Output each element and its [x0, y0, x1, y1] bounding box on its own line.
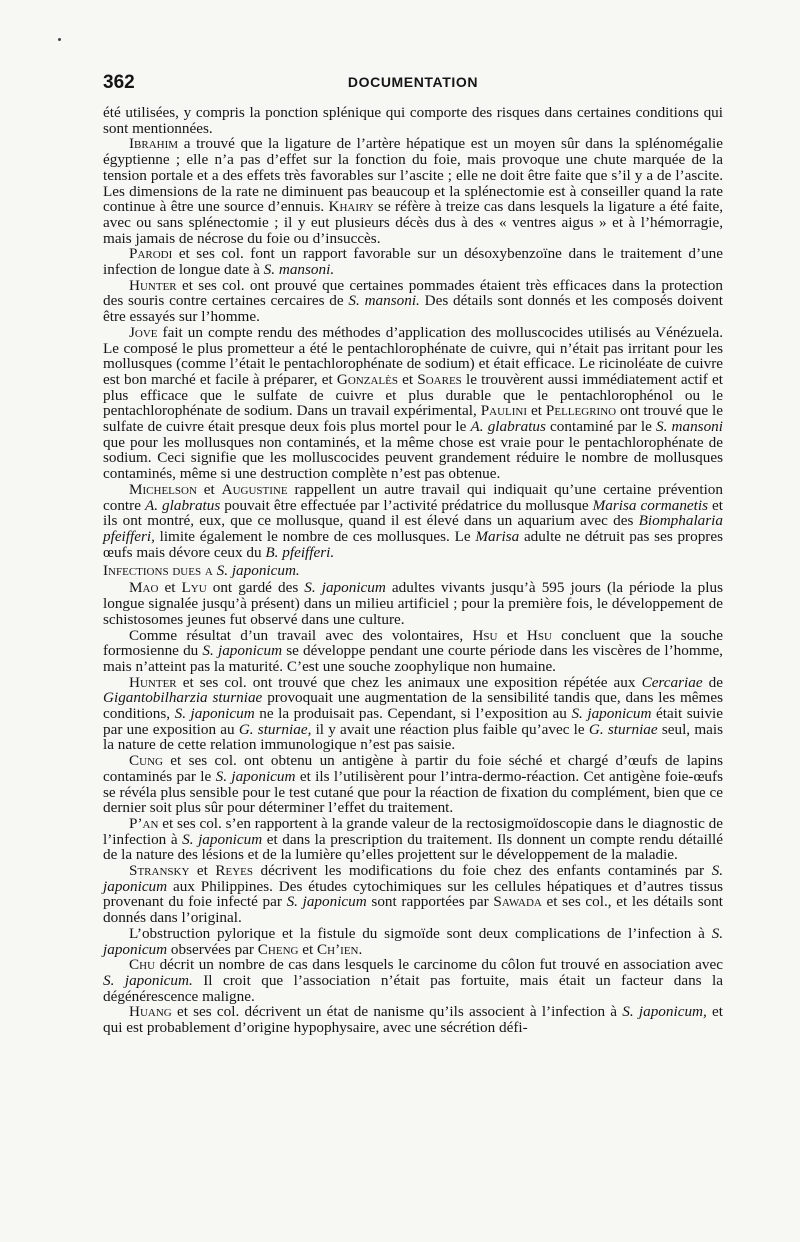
- author-name: Hunter: [129, 276, 177, 294]
- text-run: et ils l’utilisèrent pour l’intra-dermo-réaction. Cet antigène foie-œufs se révéla plus sensible pour le test cutané que pour la réaction de fixation du complément, bien que ce dernier soit plus sûr pour déterminer l’effet du traitement.: [103, 767, 723, 817]
- document-body: [103, 105, 723, 1036]
- paragraph-continuation: [103, 105, 723, 136]
- text-run: et: [189, 862, 216, 880]
- text-run: décrit un nombre de cas dans lesquels le carcinome du côlon fut trouvé en association avec: [155, 956, 723, 974]
- author-name: Gonzalès: [336, 370, 398, 388]
- text-run: fait un compte rendu des méthodes d’application des molluscocides utilisés au Vénézuela. Le composé le plus prometteur a été le pentachlorophénate de cuivre, qui n’était pas irritant pour les mollusques (comme l’était le pentachlorophénate de sodium) et était efficace. Le ricinoléate de cuivre est bon marché et facile à préparer, et: [103, 323, 723, 388]
- paragraph-obstruction: [103, 926, 723, 957]
- paragraph-mao: [103, 580, 723, 627]
- author-name: Stransky: [129, 862, 190, 880]
- text-run: et ses col. font un rapport favorable sur un désoxybenzoïne dans le traitement d’une infection de longue date à: [103, 245, 723, 279]
- species-name: S. japonicum: [215, 767, 296, 785]
- author-name: Michelson: [129, 480, 197, 498]
- text-run: été utilisées, y compris la ponction splénique qui comporte des risques dans certaines conditions qui sont mentionnées.: [103, 104, 723, 137]
- author-name: Pellegrino: [545, 402, 617, 420]
- text-run: ne la produisait pas. Cependant, si l’exposition au: [254, 705, 572, 723]
- species-name: Cercariae: [641, 673, 703, 691]
- text-run: limite également le nombre de ces mollusques. Le: [154, 527, 476, 545]
- paragraph-huang: [103, 1004, 723, 1035]
- author-name: Cheng: [257, 940, 299, 958]
- author-name: Jove: [129, 323, 158, 341]
- paragraph-ibrahim: [103, 136, 723, 246]
- species-name: S. japonicum: [304, 579, 386, 597]
- text-run: et ses col. ont trouvé que chez les animaux une exposition répétée aux: [176, 673, 642, 691]
- author-name: Ch’ien: [317, 940, 359, 958]
- text-run: et qui est probablement d’origine hypophysaire, avec une sécrétion défi-: [103, 1003, 723, 1037]
- author-name: P’an: [129, 814, 159, 832]
- species-name: S. mansoni.: [263, 261, 335, 279]
- species-name: S. japonicum: [103, 924, 723, 958]
- text-run: et: [298, 940, 318, 958]
- text-run: adultes vivants jusqu’à 595 jours (la période la plus longue signalée jusqu’à présent) dans un milieu artificiel ; pour la première fois, le développement de schistosomes jeunes fut observé dans une culture.: [103, 579, 724, 628]
- text-run: et dans la prescription du traitement. Ils donnent un compte rendu détaillé de la nature des lésions et de la lumière qu’elles projettent sur le développement de la maladie.: [103, 830, 724, 864]
- species-name: S. japonicum: [202, 642, 283, 660]
- text-run: et: [527, 402, 546, 420]
- text-run: il y avait une réaction plus faible qu’avec le: [311, 720, 589, 738]
- author-name: Ibrahim: [129, 135, 179, 153]
- species-name: Marisa cormanetis: [592, 496, 709, 514]
- author-name: Hsu: [472, 626, 498, 644]
- text-run: était suivie par une exposition au: [103, 705, 724, 738]
- text-run: pouvait être effectuée par l’activité prédatrice du mollusque: [220, 496, 593, 514]
- text-run: et ses col. s’en rapportent à la grande valeur de la rectosigmoïdoscopie dans le diagnostic de l’infection à: [103, 814, 723, 848]
- species-name: S. japonicum.: [216, 562, 300, 580]
- paragraph-pan: [103, 816, 723, 863]
- species-name: S. japonicum: [103, 862, 723, 895]
- species-name: G. sturniae: [588, 720, 658, 738]
- text-run: provoquait une augmentation de la sensibilité tandis que, dans les mêmes conditions,: [103, 689, 724, 723]
- species-name: Gigantobilharzia sturniae: [103, 689, 263, 707]
- author-name: Paulini: [480, 402, 528, 420]
- species-name: G. sturniae,: [238, 720, 312, 738]
- species-name: B. pfeifferi.: [265, 543, 335, 561]
- author-name: Hsu: [526, 626, 552, 644]
- text-run: se développe pendant une courte période dans les viscères de l’homme, mais n’atteint pas la maturité. C’est une souche zoophylique non humaine.: [103, 642, 723, 675]
- species-name: Biomphalaria pfeifferi,: [103, 512, 723, 545]
- paragraph-michelson: [103, 482, 723, 561]
- species-name: S. japonicum,: [622, 1003, 707, 1021]
- author-name: Reyes: [215, 862, 253, 880]
- text-run: le trouvèrent aussi immédiatement actif et plus efficace que le sulfate de cuivre et plus durable que le pentachlorophénol ou le pentachlorophénate de sodium. Dans un travail expérimental,: [103, 370, 723, 420]
- text-run: seul, mais la nature de cette relation immunologique n’est pas saisie.: [103, 720, 724, 754]
- species-name: S. mansoni.: [348, 292, 420, 310]
- species-name: A. glabratus: [470, 418, 546, 436]
- text-run: sont rapportées par: [366, 893, 494, 911]
- author-name: Infections dues a: [103, 562, 213, 580]
- text-run: et ils ont montré, eux, que ce mollusque, quand il est élevé dans un aquarium avec des: [103, 496, 723, 530]
- text-run: adulte ne détruit pas ses propres œufs mais dévore ceux du: [103, 527, 723, 561]
- text-run: se réfère à treize cas dans lesquels la ligature a été faite, avec ou sans splénectomie ; il y eut plusieurs décès dus à des « ventres aigus » et à l’hémorragie, mais jamais de nécrose du foie ou d’insuccès.: [103, 198, 723, 247]
- text-run: ont trouvé que le sulfate de cuivre était presque deux fois plus mortel pour le: [103, 402, 723, 436]
- text-run: Il croit que l’association n’était pas fortuite, mais était un facteur dans la dégénérescence maligne.: [103, 971, 723, 1005]
- species-name: S. japonicum: [286, 893, 367, 911]
- author-name: Khairy: [328, 198, 374, 216]
- text-run: et ses col., et les détails sont donnés dans l’original.: [103, 893, 724, 927]
- species-name: A. glabratus: [144, 496, 221, 514]
- text-run: et: [497, 626, 527, 644]
- species-name: S. japonicum: [571, 705, 652, 723]
- text-run: observées par: [167, 940, 258, 958]
- text-run: et ses col. ont obtenu un antigène à partir du foie séché et chargé d’œufs de lapins contaminés par le: [103, 752, 723, 785]
- scan-speck: [58, 38, 61, 41]
- species-name: S. japonicum: [182, 830, 263, 848]
- species-name: S. japonicum: [174, 705, 255, 723]
- author-name: Huang: [129, 1003, 172, 1021]
- text-run: et ses col. ont prouvé que certaines pommades étaient très efficaces dans la protection des souris contre certaines cercaires de: [103, 276, 723, 310]
- text-run: .: [358, 940, 363, 958]
- author-name: Lyu: [181, 579, 207, 597]
- page-number: 362: [103, 72, 135, 93]
- species-name: S. mansoni: [656, 418, 723, 436]
- text-run: et: [397, 370, 418, 388]
- paragraph-chu: [103, 957, 723, 1004]
- text-run: et ses col. décrivent un état de nanisme qu’ils associent à l’infection à: [171, 1003, 623, 1021]
- section-heading: [103, 563, 723, 579]
- author-name: Sawada: [493, 893, 542, 911]
- paragraph-hunter-pommades: [103, 278, 723, 325]
- author-name: Hunter: [129, 673, 177, 691]
- text-run: concluent que la souche formosienne du: [103, 626, 723, 660]
- species-name: S. japonicum.: [103, 971, 193, 989]
- text-run: et: [196, 480, 222, 498]
- text-run: L’obstruction pylorique et la fistule du sigmoïde sont deux complications de l’infection à: [129, 924, 712, 942]
- paragraph-jove: [103, 325, 723, 482]
- author-name: Chu: [129, 956, 156, 974]
- text-run: décrivent les modifications du foie chez des enfants contaminés par: [253, 862, 712, 880]
- author-name: Augustine: [221, 480, 288, 498]
- author-name: Parodi: [129, 245, 173, 263]
- text-run: que pour les mollusques non contaminés, et la même chose est vraie pour le pentachlorophénate de sodium. Ceci signifie que les molluscocides peuvent grandement réduire le nombre de mollusques contaminés, même si une destruction complète n’est pas obtenue.: [103, 433, 723, 483]
- text-run: ont gardé des: [206, 579, 305, 597]
- text-run: rappellent un autre travail qui indiquait qu’une certaine prévention contre: [103, 480, 723, 514]
- text-run: Des détails sont donnés et les composés doivent être essayés sur l’homme.: [103, 292, 723, 326]
- paragraph-parodi: [103, 246, 723, 277]
- species-name: Marisa: [475, 527, 520, 545]
- paragraph-stransky: [103, 863, 723, 926]
- paragraph-hunter-cercariae: [103, 675, 723, 754]
- text-run: contaminé par le: [545, 418, 657, 436]
- text-run: Comme résultat d’un travail avec des volontaires,: [129, 626, 473, 644]
- author-name: Soares: [417, 370, 462, 388]
- text-run: et: [158, 579, 182, 597]
- text-run: a trouvé que la ligature de l’artère hépatique est un moyen sûr dans la splénomégalie égyptienne ; elle n’a pas d’effet sur la fonction du foie, mais provoque une chute marquée de la tension portale et a des effets très favorables sur l’ascite ; elle ne doit être faite que s’il y a de l’ascite. Les dimensions de la rate ne diminuent pas beaucoup et la splénectomie est à conseiller quand la rate continue à être une source d’ennuis.: [103, 135, 723, 216]
- page-header: [103, 72, 723, 96]
- author-name: Mao: [129, 579, 159, 597]
- paragraph-hsu: [103, 628, 723, 675]
- text-run: de: [702, 673, 723, 691]
- author-name: Cung: [129, 752, 163, 770]
- running-title: DOCUMENTATION: [347, 74, 479, 90]
- text-run: aux Philippines. Des études cytochimiques sur les cellules hépatiques et d’autres tissus provenant du foie infecté par: [103, 877, 723, 911]
- paragraph-cung: [103, 753, 723, 816]
